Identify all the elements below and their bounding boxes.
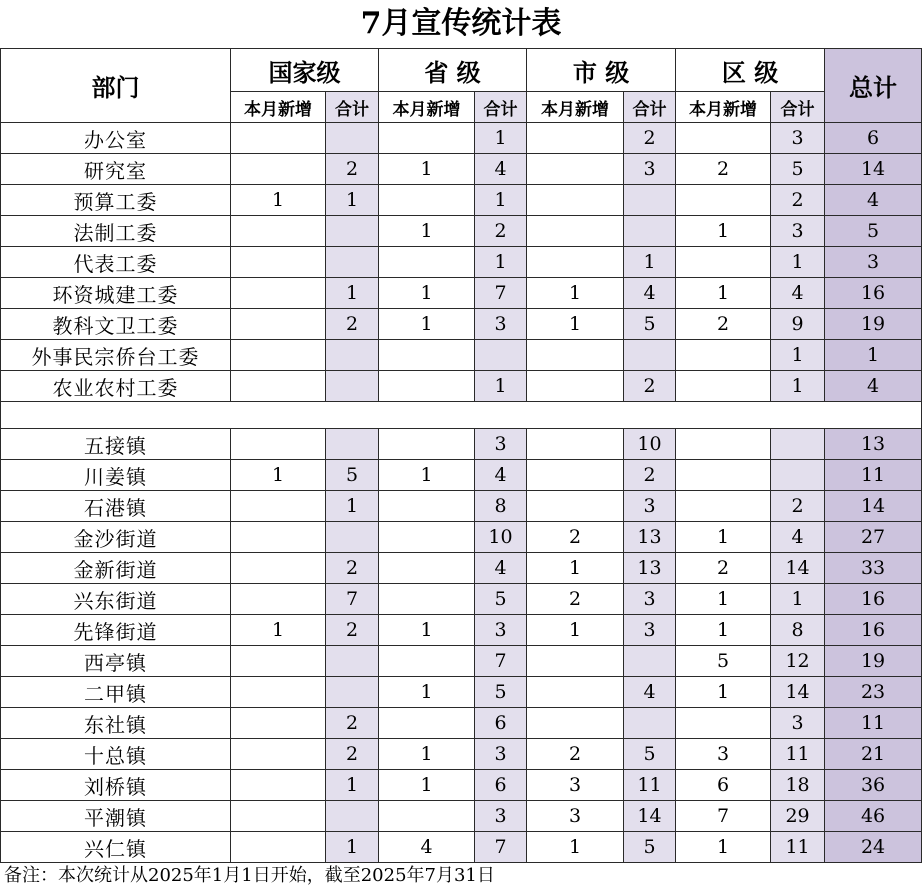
dept-name-cell: 石港镇 — [1, 491, 231, 522]
value-cell: 1 — [379, 216, 475, 247]
value-cell: 14 — [771, 677, 825, 708]
value-cell: 1 — [475, 185, 527, 216]
total-cell: 16 — [825, 584, 922, 615]
value-cell — [379, 522, 475, 553]
value-cell: 10 — [624, 429, 676, 460]
value-cell: 9 — [771, 309, 825, 340]
value-cell: 2 — [326, 739, 379, 770]
value-cell: 1 — [326, 770, 379, 801]
total-cell: 4 — [825, 185, 922, 216]
total-cell: 36 — [825, 770, 922, 801]
value-cell: 1 — [231, 615, 326, 646]
header-city: 市 级 — [527, 49, 676, 92]
value-cell: 1 — [326, 491, 379, 522]
header-city-new: 本月新增 — [527, 92, 624, 123]
value-cell: 1 — [771, 584, 825, 615]
table-row — [1, 522, 922, 553]
table-row — [1, 646, 922, 677]
spacer-row — [1, 402, 922, 429]
value-cell — [527, 247, 624, 278]
dept-name-cell: 代表工委 — [1, 247, 231, 278]
table-row — [1, 123, 922, 154]
dept-name-cell: 平潮镇 — [1, 801, 231, 832]
value-cell: 3 — [676, 739, 771, 770]
value-cell: 5 — [326, 460, 379, 491]
value-cell: 1 — [379, 770, 475, 801]
value-cell: 2 — [676, 553, 771, 584]
value-cell: 29 — [771, 801, 825, 832]
total-cell: 16 — [825, 615, 922, 646]
dept-name-cell: 教科文卫工委 — [1, 309, 231, 340]
value-cell: 7 — [475, 278, 527, 309]
value-cell — [231, 832, 326, 863]
total-cell: 11 — [825, 708, 922, 739]
value-cell — [326, 371, 379, 402]
dept-name-cell: 先锋街道 — [1, 615, 231, 646]
value-cell: 1 — [527, 832, 624, 863]
value-cell — [527, 123, 624, 154]
total-cell: 16 — [825, 278, 922, 309]
value-cell: 6 — [475, 708, 527, 739]
value-cell: 1 — [676, 677, 771, 708]
value-cell — [326, 123, 379, 154]
value-cell: 2 — [527, 739, 624, 770]
header-provincial-new: 本月新增 — [379, 92, 475, 123]
header-total: 总计 — [825, 49, 922, 123]
value-cell — [771, 429, 825, 460]
dept-name-cell: 外事民宗侨台工委 — [1, 340, 231, 371]
dept-name-cell: 研究室 — [1, 154, 231, 185]
value-cell — [326, 247, 379, 278]
header-district-new: 本月新增 — [676, 92, 771, 123]
value-cell: 1 — [379, 460, 475, 491]
value-cell: 3 — [527, 801, 624, 832]
value-cell — [624, 340, 676, 371]
value-cell: 2 — [676, 309, 771, 340]
value-cell — [231, 801, 326, 832]
value-cell: 14 — [771, 553, 825, 584]
value-cell — [624, 216, 676, 247]
value-cell: 2 — [676, 154, 771, 185]
value-cell: 5 — [624, 309, 676, 340]
value-cell: 8 — [771, 615, 825, 646]
table-row — [1, 708, 922, 739]
value-cell — [527, 185, 624, 216]
value-cell: 5 — [475, 677, 527, 708]
value-cell — [379, 801, 475, 832]
dept-name-cell: 川姜镇 — [1, 460, 231, 491]
total-cell: 1 — [825, 340, 922, 371]
value-cell: 7 — [475, 832, 527, 863]
value-cell: 3 — [624, 154, 676, 185]
value-cell: 1 — [475, 123, 527, 154]
value-cell: 5 — [676, 646, 771, 677]
header-district: 区 级 — [676, 49, 825, 92]
dept-name-cell: 十总镇 — [1, 739, 231, 770]
value-cell — [231, 216, 326, 247]
value-cell: 1 — [379, 278, 475, 309]
value-cell: 1 — [527, 615, 624, 646]
value-cell — [326, 216, 379, 247]
value-cell: 1 — [676, 615, 771, 646]
value-cell — [527, 371, 624, 402]
table-row — [1, 739, 922, 770]
value-cell — [379, 553, 475, 584]
value-cell — [676, 247, 771, 278]
table-row — [1, 553, 922, 584]
value-cell — [527, 460, 624, 491]
value-cell — [527, 340, 624, 371]
value-cell — [379, 491, 475, 522]
value-cell: 6 — [475, 770, 527, 801]
total-cell: 11 — [825, 460, 922, 491]
value-cell — [326, 429, 379, 460]
table-row — [1, 832, 922, 863]
table-row — [1, 460, 922, 491]
value-cell — [231, 770, 326, 801]
value-cell — [231, 553, 326, 584]
value-cell — [676, 371, 771, 402]
table-row — [1, 309, 922, 340]
dept-name-cell: 西亭镇 — [1, 646, 231, 677]
dept-name-cell: 环资城建工委 — [1, 278, 231, 309]
value-cell: 1 — [231, 460, 326, 491]
value-cell: 13 — [624, 553, 676, 584]
value-cell: 6 — [676, 770, 771, 801]
value-cell: 1 — [527, 553, 624, 584]
value-cell: 18 — [771, 770, 825, 801]
total-cell: 6 — [825, 123, 922, 154]
value-cell: 2 — [326, 708, 379, 739]
value-cell — [475, 340, 527, 371]
dept-name-cell: 农业农村工委 — [1, 371, 231, 402]
value-cell — [676, 185, 771, 216]
value-cell: 1 — [624, 247, 676, 278]
dept-name-cell: 金沙街道 — [1, 522, 231, 553]
value-cell — [527, 677, 624, 708]
value-cell: 4 — [379, 832, 475, 863]
value-cell — [231, 646, 326, 677]
value-cell — [379, 185, 475, 216]
value-cell — [326, 646, 379, 677]
table-row — [1, 491, 922, 522]
value-cell: 3 — [475, 801, 527, 832]
value-cell: 5 — [771, 154, 825, 185]
total-cell: 3 — [825, 247, 922, 278]
value-cell: 4 — [624, 278, 676, 309]
value-cell — [231, 708, 326, 739]
value-cell — [624, 708, 676, 739]
value-cell: 1 — [379, 615, 475, 646]
total-cell: 24 — [825, 832, 922, 863]
value-cell: 4 — [475, 460, 527, 491]
dept-name-cell: 东社镇 — [1, 708, 231, 739]
value-cell — [379, 123, 475, 154]
total-cell: 5 — [825, 216, 922, 247]
value-cell: 2 — [624, 460, 676, 491]
value-cell — [231, 371, 326, 402]
value-cell: 3 — [527, 770, 624, 801]
dept-name-cell: 办公室 — [1, 123, 231, 154]
dept-name-cell: 五接镇 — [1, 429, 231, 460]
value-cell — [231, 522, 326, 553]
table-row — [1, 615, 922, 646]
value-cell — [527, 646, 624, 677]
value-cell — [326, 801, 379, 832]
value-cell: 11 — [771, 739, 825, 770]
value-cell — [379, 584, 475, 615]
table-body — [1, 123, 922, 863]
value-cell: 2 — [326, 553, 379, 584]
value-cell: 1 — [676, 832, 771, 863]
value-cell — [231, 491, 326, 522]
table-row — [1, 371, 922, 402]
table-row — [1, 185, 922, 216]
header-dept: 部门 — [1, 49, 231, 123]
value-cell — [231, 309, 326, 340]
value-cell — [527, 491, 624, 522]
value-cell: 2 — [527, 584, 624, 615]
value-cell: 11 — [771, 832, 825, 863]
dept-name-cell: 预算工委 — [1, 185, 231, 216]
dept-name-cell: 二甲镇 — [1, 677, 231, 708]
value-cell: 7 — [475, 646, 527, 677]
table-row — [1, 216, 922, 247]
value-cell — [379, 340, 475, 371]
total-cell: 33 — [825, 553, 922, 584]
header-national-new: 本月新增 — [231, 92, 326, 123]
value-cell: 5 — [624, 832, 676, 863]
value-cell: 2 — [771, 491, 825, 522]
value-cell: 2 — [326, 615, 379, 646]
value-cell: 7 — [676, 801, 771, 832]
table-row — [1, 247, 922, 278]
value-cell: 3 — [624, 491, 676, 522]
value-cell — [379, 247, 475, 278]
value-cell: 2 — [326, 309, 379, 340]
value-cell: 2 — [624, 123, 676, 154]
value-cell: 1 — [676, 278, 771, 309]
value-cell: 7 — [326, 584, 379, 615]
value-cell — [624, 185, 676, 216]
value-cell: 13 — [624, 522, 676, 553]
footnote: 备注：本次统计从2025年1月1日开始，截至2025年7月31日 — [4, 865, 495, 886]
value-cell — [676, 708, 771, 739]
value-cell — [231, 429, 326, 460]
value-cell: 3 — [475, 615, 527, 646]
value-cell: 2 — [624, 371, 676, 402]
total-cell: 23 — [825, 677, 922, 708]
table-row — [1, 677, 922, 708]
dept-name-cell: 金新街道 — [1, 553, 231, 584]
total-cell: 46 — [825, 801, 922, 832]
table-row — [1, 584, 922, 615]
value-cell — [676, 340, 771, 371]
value-cell: 1 — [771, 247, 825, 278]
table-row — [1, 340, 922, 371]
value-cell: 1 — [326, 832, 379, 863]
value-cell: 4 — [771, 522, 825, 553]
value-cell: 2 — [527, 522, 624, 553]
value-cell: 1 — [771, 340, 825, 371]
value-cell — [231, 340, 326, 371]
value-cell: 1 — [379, 739, 475, 770]
value-cell: 4 — [771, 278, 825, 309]
value-cell — [676, 429, 771, 460]
total-cell: 14 — [825, 154, 922, 185]
value-cell: 5 — [624, 739, 676, 770]
value-cell: 1 — [379, 677, 475, 708]
value-cell — [231, 677, 326, 708]
table-row — [1, 801, 922, 832]
value-cell: 12 — [771, 646, 825, 677]
value-cell — [231, 739, 326, 770]
value-cell: 1 — [527, 309, 624, 340]
value-cell — [231, 123, 326, 154]
value-cell: 14 — [624, 801, 676, 832]
value-cell — [527, 708, 624, 739]
value-cell: 1 — [475, 247, 527, 278]
value-cell: 3 — [624, 615, 676, 646]
value-cell: 3 — [771, 216, 825, 247]
value-cell — [527, 216, 624, 247]
value-cell — [379, 708, 475, 739]
value-cell: 4 — [475, 154, 527, 185]
value-cell — [326, 522, 379, 553]
dept-name-cell: 刘桥镇 — [1, 770, 231, 801]
value-cell — [771, 460, 825, 491]
value-cell: 2 — [326, 154, 379, 185]
value-cell — [676, 123, 771, 154]
value-cell — [231, 154, 326, 185]
value-cell: 1 — [379, 309, 475, 340]
value-cell: 3 — [475, 309, 527, 340]
value-cell — [231, 278, 326, 309]
value-cell — [379, 646, 475, 677]
table-row — [1, 429, 922, 460]
header-national: 国家级 — [231, 49, 379, 92]
value-cell: 1 — [771, 371, 825, 402]
total-cell: 14 — [825, 491, 922, 522]
value-cell: 1 — [676, 522, 771, 553]
stats-table — [0, 48, 922, 863]
value-cell: 1 — [379, 154, 475, 185]
value-cell: 3 — [624, 584, 676, 615]
value-cell — [676, 460, 771, 491]
value-cell: 3 — [771, 123, 825, 154]
dept-name-cell: 兴仁镇 — [1, 832, 231, 863]
value-cell — [379, 429, 475, 460]
total-cell: 27 — [825, 522, 922, 553]
dept-name-cell: 兴东街道 — [1, 584, 231, 615]
header-national-sum: 合计 — [326, 92, 379, 123]
value-cell — [231, 584, 326, 615]
value-cell: 4 — [475, 553, 527, 584]
header-provincial: 省 级 — [379, 49, 527, 92]
value-cell: 3 — [475, 429, 527, 460]
value-cell — [326, 677, 379, 708]
value-cell — [379, 371, 475, 402]
value-cell — [676, 491, 771, 522]
value-cell: 10 — [475, 522, 527, 553]
value-cell: 2 — [475, 216, 527, 247]
value-cell: 4 — [624, 677, 676, 708]
value-cell: 1 — [676, 216, 771, 247]
header-district-sum: 合计 — [771, 92, 825, 123]
total-cell: 13 — [825, 429, 922, 460]
value-cell: 1 — [475, 371, 527, 402]
value-cell: 8 — [475, 491, 527, 522]
header-provincial-sum: 合计 — [475, 92, 527, 123]
value-cell: 1 — [676, 584, 771, 615]
value-cell: 1 — [326, 185, 379, 216]
value-cell: 3 — [475, 739, 527, 770]
value-cell — [326, 340, 379, 371]
value-cell: 1 — [326, 278, 379, 309]
total-cell: 19 — [825, 646, 922, 677]
value-cell — [527, 154, 624, 185]
total-cell: 19 — [825, 309, 922, 340]
table-row — [1, 154, 922, 185]
spacer-cell — [1, 402, 922, 429]
value-cell: 11 — [624, 770, 676, 801]
value-cell — [624, 646, 676, 677]
page-title: 7月宣传统计表 — [360, 6, 562, 41]
header-city-sum: 合计 — [624, 92, 676, 123]
total-cell: 21 — [825, 739, 922, 770]
dept-name-cell: 法制工委 — [1, 216, 231, 247]
value-cell: 3 — [771, 708, 825, 739]
value-cell: 1 — [231, 185, 326, 216]
value-cell: 2 — [771, 185, 825, 216]
table-row — [1, 770, 922, 801]
value-cell — [527, 429, 624, 460]
value-cell — [231, 247, 326, 278]
total-cell: 4 — [825, 371, 922, 402]
value-cell: 1 — [527, 278, 624, 309]
value-cell: 5 — [475, 584, 527, 615]
table-row — [1, 278, 922, 309]
